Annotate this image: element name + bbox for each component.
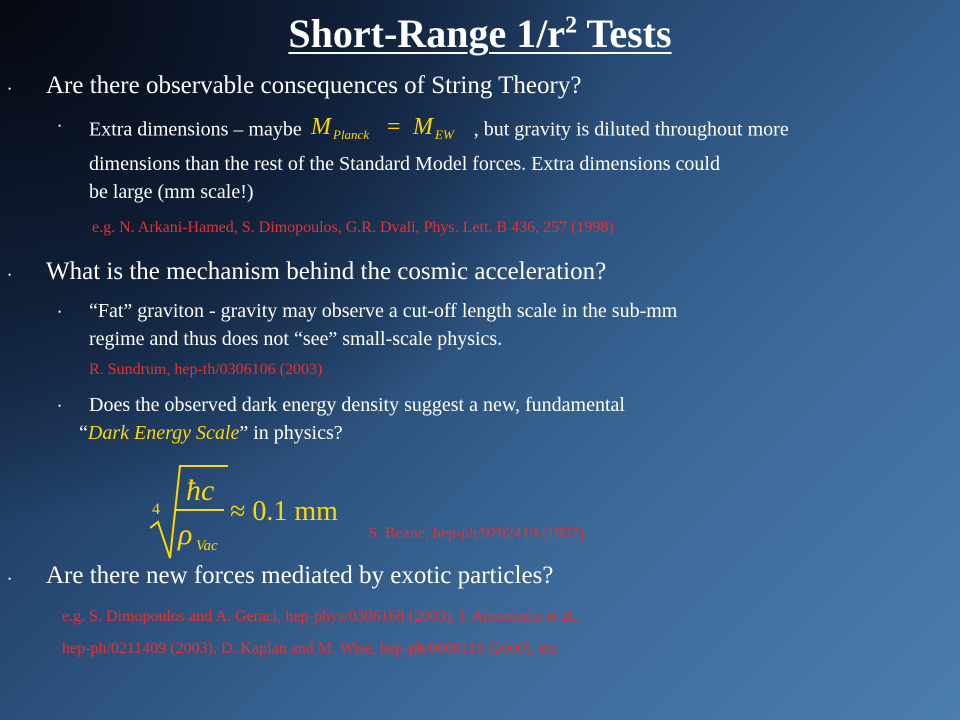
bullet-2-sub-1-line2: regime and thus does not “see” small-scale physics. <box>89 328 503 350</box>
bullet-2-text: What is the mechanism behind the cosmic acceleration? <box>46 258 607 285</box>
formula-svg <box>309 112 467 142</box>
title-main: Short-Range 1/r <box>288 11 566 56</box>
dark-energy-scale-formula <box>150 462 360 562</box>
approx-value: ≈ 0.1 mm <box>230 496 338 527</box>
bullet-dot: • <box>8 574 12 584</box>
formula-m2: M <box>412 114 433 140</box>
reference-2: R. Sundrum, hep-th/0306106 (2003) <box>89 361 323 378</box>
bullet-2-sub-2 <box>79 391 949 447</box>
bullet-1-sub-post: , but gravity is diluted throughout more <box>473 118 789 141</box>
root-index: 4 <box>152 501 160 518</box>
reference-1: e.g. N. Arkani-Hamed, S. Dimopoulos, G.R. Dvali, Phys. Lett. B 436, 257 (1998) <box>92 219 614 236</box>
numerator-hbar-c: ħc <box>186 474 215 507</box>
bullet-dot: • <box>58 401 62 411</box>
slide-title <box>0 10 960 57</box>
reference-4-line2: hep-ph/0211409 (2003), D. Kaplan and M. Wise, hep-ph/0008116 (2000), etc. <box>62 640 562 657</box>
bullet-dot: • <box>58 121 62 131</box>
reference-4-line1: e.g. S. Dimopoulos and A. Geraci, hep-phys/0306168 (2003), I. Antoniadis et al., <box>62 608 582 625</box>
formula-sub1: Planck <box>332 127 369 142</box>
denominator-sub-vac: Vac <box>196 538 218 554</box>
quote-open: “ <box>79 422 88 444</box>
quote-close-text: ” in physics? <box>239 422 343 444</box>
bullet-dot: • <box>58 307 62 317</box>
title-exponent: 2 <box>565 12 578 39</box>
bullet-1-sub <box>89 112 954 206</box>
bullet-dot: • <box>8 270 12 280</box>
bullet-dot: • <box>8 84 12 94</box>
bullet-2-sub-1-line1: “Fat” graviton - gravity may observe a cut-off length scale in the sub-mm <box>89 300 678 322</box>
reference-3: S. Beane, hep-ph/9702419 (1997) <box>368 525 585 542</box>
formula-m1: M <box>310 114 331 140</box>
bullet-2-sub-2-line1: Does the observed dark energy density suggest a new, fundamental <box>89 394 625 416</box>
formula-sub2: EW <box>434 127 454 142</box>
bullet-1-sub-line3: be large (mm scale!) <box>89 181 254 203</box>
title-tail: Tests <box>577 11 672 56</box>
bullet-2-sub-1 <box>89 297 949 353</box>
bullet-1-sub-line2: dimensions than the rest of the Standard Model forces. Extra dimensions could <box>89 153 720 175</box>
denominator-rho: ρ <box>178 518 193 551</box>
planck-equals-ew-formula <box>309 112 467 150</box>
bullet-1-text: Are there observable consequences of String Theory? <box>46 72 582 99</box>
bullet-2-sub-2-line2 <box>79 419 949 447</box>
formula-eq: = <box>386 114 401 140</box>
bullet-3-text: Are there new forces mediated by exotic particles? <box>46 562 554 589</box>
bullet-1-sub-pre: Extra dimensions – maybe <box>89 118 302 141</box>
dark-energy-scale-highlight: Dark Energy Scale <box>87 422 240 444</box>
